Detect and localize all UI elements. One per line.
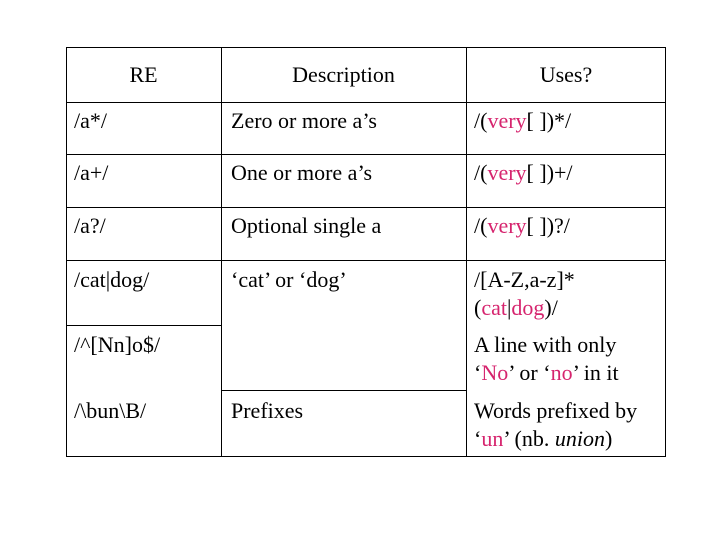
description-cell: Zero or more a’s [231,108,377,133]
row-divider-partial [221,390,466,391]
header-description: Description [292,62,395,87]
uses-text: )/ [544,295,558,320]
uses-text: ) [604,426,613,451]
uses-text: ’ in it [572,360,619,385]
uses-text: ‘ [474,360,482,385]
re-cell: /cat|dog/ [74,267,150,292]
table-border-bottom [66,456,666,457]
description-cell: One or more a’s [231,160,373,185]
re-cell: /a*/ [74,108,107,133]
description-cell: Prefixes [231,398,304,423]
uses-text: /( [474,213,488,238]
uses-highlight: cat [481,295,507,320]
uses-cell [474,159,573,187]
uses-cell [474,331,619,387]
re-cell: /\bun\B/ [74,398,147,423]
uses-text: /( [474,160,488,185]
header-uses: Uses? [539,62,593,87]
table-border-right [665,47,666,457]
uses-text: ( [474,295,482,320]
row-divider [66,102,666,103]
description-cell: ‘cat’ or ‘dog’ [231,267,347,292]
re-cell: /a+/ [74,160,109,185]
re-cell: /^[Nn]o$/ [74,332,161,357]
row-divider [66,154,666,155]
uses-text: ’ (nb. [503,426,555,451]
uses-line: Words prefixed by [474,398,638,423]
table-border-left [66,47,67,457]
uses-line [474,294,575,322]
uses-cell [474,212,570,240]
uses-cell [474,107,571,135]
uses-text: [ ])?/ [526,213,570,238]
uses-highlight: very [487,160,527,185]
uses-highlight: very [487,213,527,238]
uses-highlight: very [487,108,527,133]
uses-text: | [506,295,512,320]
uses-highlight: no [550,360,573,385]
uses-text: ‘ [474,426,482,451]
uses-italic: union [554,426,605,451]
uses-highlight: No [481,360,509,385]
uses-line [474,425,637,453]
row-divider [66,207,666,208]
table-border-top [66,47,666,48]
uses-text: /( [474,108,488,133]
uses-line: /[A-Z,a-z]* [474,267,575,292]
re-cell: /a?/ [74,213,106,238]
uses-cell [474,397,637,453]
uses-cell [474,266,575,322]
uses-text: ’ or ‘ [508,360,551,385]
description-cell: Optional single a [231,213,382,238]
uses-line [474,359,619,387]
uses-text: [ ])+/ [526,160,573,185]
column-divider [466,47,467,457]
header-re: RE [129,62,158,87]
uses-highlight: un [481,426,504,451]
uses-line: A line with only [474,332,617,357]
uses-text: [ ])*/ [526,108,572,133]
regex-table [66,47,666,457]
row-divider [66,260,666,261]
column-divider [221,47,222,457]
row-divider-partial [66,325,221,326]
uses-highlight: dog [511,295,545,320]
